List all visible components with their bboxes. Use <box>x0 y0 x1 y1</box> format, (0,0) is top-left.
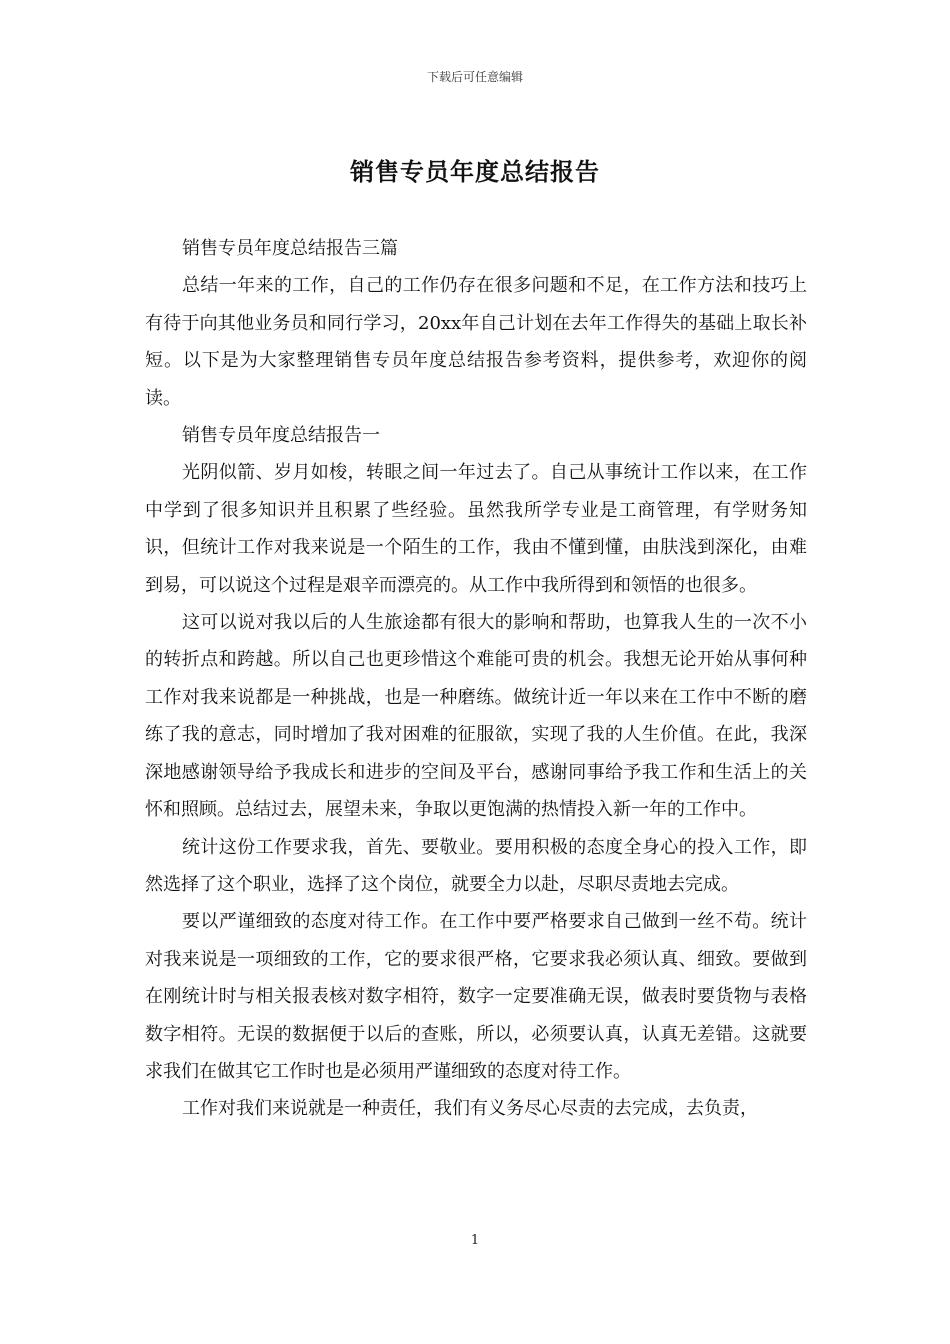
paragraph-body: 统计这份工作要求我，首先、要敬业。要用积极的态度全身心的投入工作，即然选择了这个职业，选择了这个岗位，就要全力以赴，尽职尽责地去完成。 <box>145 836 807 895</box>
paragraph-body: 工作对我们来说就是一种责任，我们有义务尽心尽责的去完成，去负责， <box>182 1098 758 1120</box>
document-body <box>145 230 807 1128</box>
paragraph-section-heading: 销售专员年度总结报告一 <box>182 425 380 447</box>
paragraph-intro: 总结一年来的工作，自己的工作仍存在很多问题和不足，在工作方法和技巧上有待于向其他业务员和同行学习，20xx年自己计划在去年工作得失的基础上取长补短。以下是为大家整理销售专员年度总结报告参考资料，提供参考，欢迎你的阅读。 <box>145 275 807 409</box>
paragraph-body: 这可以说对我以后的人生旅途都有很大的影响和帮助，也算我人生的一次不小的转折点和跨越。所以自己也更珍惜这个难能可贵的机会。我想无论开始从事何种工作对我来说都是一种挑战，也是一种磨练。做统计近一年以来在工作中不断的磨练了我的意志，同时增加了我对困难的征服欲，实现了我的人生价值。在此，我深深地感谢领导给予我成长和进步的空间及平台，感谢同事给予我工作和生活上的关怀和照顾。总结过去，展望未来，争取以更饱满的热情投入新一年的工作中。 <box>145 612 807 821</box>
page-header-note: 下载后可任意编辑 <box>426 70 523 84</box>
page-number: 1 <box>470 1233 480 1248</box>
paragraph-body: 光阴似箭、岁月如梭，转眼之间一年过去了。自己从事统计工作以来，在工作中学到了很多知识并且积累了些经验。虽然我所学专业是工商管理，有学财务知识，但统计工作对我来说是一个陌生的工作，我由不懂到懂，由肤浅到深化，由难到易，可以说这个过程是艰辛而漂亮的。从工作中我所得到和领悟的也很多。 <box>145 462 807 596</box>
paragraph-body: 要以严谨细致的态度对待工作。在工作中要严格要求自己做到一丝不苟。统计对我来说是一项细致的工作，它的要求很严格，它要求我必须认真、细致。要做到在刚统计时与相关报表核对数字相符，数字一定要准确无误，做表时要货物与表格数字相符。无误的数据便于以后的查账，所以，必须要认真，认真无差错。这就要求我们在做其它工作时也是必须用严谨细致的态度对待工作。 <box>145 911 807 1082</box>
document-title: 销售专员年度总结报告 <box>350 157 600 186</box>
paragraph-subtitle: 销售专员年度总结报告三篇 <box>182 238 398 259</box>
